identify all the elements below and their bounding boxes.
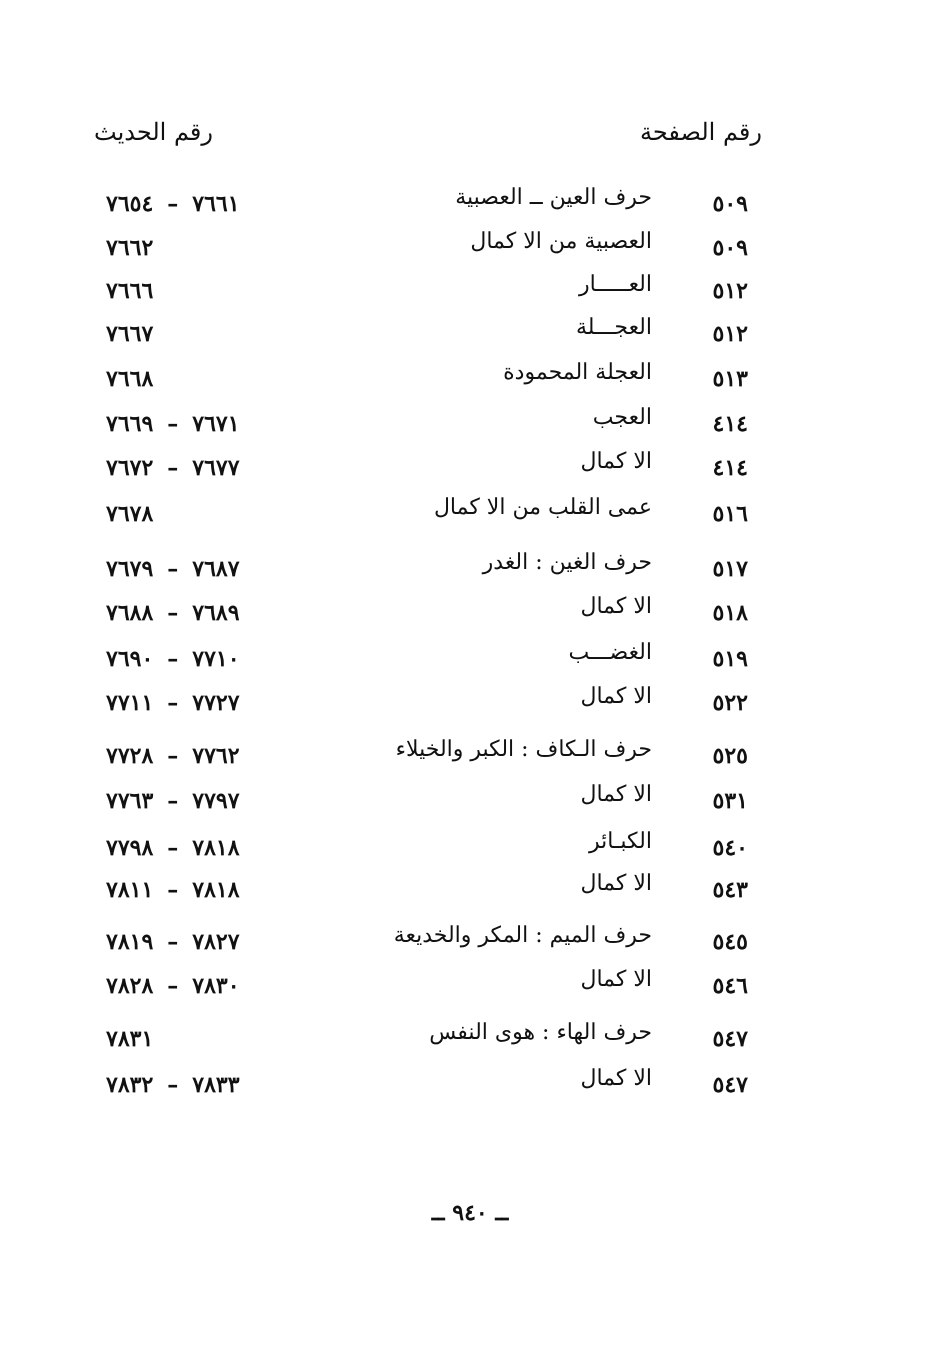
row-hadith-range [106,321,153,347]
range-dash: – [167,835,179,861]
row-hadith-range [106,600,240,626]
row-topic-title: الا كمال [580,967,652,992]
hadith-number-column-header: رقم الحديث [94,118,213,146]
row-page-number: ٥٢٢ [712,690,748,716]
index-row [0,737,940,777]
row-topic-title: العجـــلة [575,315,652,340]
row-topic-title: العـــــار [579,272,652,297]
hadith-range-start: ٧٦٧٢ [106,455,154,481]
row-topic-title: حرف الهاء : هوى النفس [429,1020,652,1045]
row-topic-title: الا كمال [580,1066,652,1091]
index-row [0,923,940,963]
hadith-single-number: ٧٨٣١ [106,1026,154,1052]
hadith-single-number: ٧٦٦٦ [106,278,154,304]
hadith-single-number: ٧٦٦٨ [106,366,154,392]
row-topic-title: حرف الغين : الغدر [482,550,652,575]
row-page-number: ٥١٢ [712,321,748,347]
range-dash: – [167,556,179,582]
hadith-range-end: ٧٦٧٧ [192,455,240,481]
row-hadith-range [106,501,153,527]
hadith-range-start: ٧٧٦٣ [106,788,154,814]
hadith-range-end: ٧٦٧١ [192,411,240,437]
row-hadith-range [106,788,240,814]
index-row [0,1020,940,1060]
row-page-number: ٥٤٥ [712,929,748,955]
hadith-range-start: ٧٨٢٨ [106,973,154,999]
hadith-range-end: ٧٦٨٧ [192,556,240,582]
index-row [0,550,940,590]
hadith-single-number: ٧٦٧٨ [106,501,154,527]
row-topic-title: الغضـــب [568,640,652,665]
row-page-number: ٥٢٥ [712,743,748,769]
range-dash: – [167,743,179,769]
index-row [0,360,940,400]
row-page-number: ٥١٩ [712,646,748,672]
hadith-range-end: ٧٧١٠ [192,646,240,672]
index-row [0,782,940,822]
row-page-number: ٥٠٩ [712,235,748,261]
row-topic-title: الكبـائر [588,829,652,854]
row-page-number: ٥٤٧ [712,1026,748,1052]
row-hadith-range [106,1072,240,1098]
range-dash: – [167,600,179,626]
row-page-number: ٥٠٩ [712,191,748,217]
range-dash: – [167,788,179,814]
row-page-number: ٥٤٠ [712,835,748,861]
row-page-number: ٥٤٧ [712,1072,748,1098]
row-hadith-range [106,411,240,437]
row-hadith-range [106,646,240,672]
hadith-range-end: ٧٧٩٧ [192,788,240,814]
hadith-range-end: ٧٨٣٠ [192,973,240,999]
hadith-range-end: ٧٦٨٩ [192,600,240,626]
page-footer-number: ــ ٩٤٠ ــ [431,1200,509,1226]
row-page-number: ٥١٨ [712,600,748,626]
range-dash: – [167,1072,179,1098]
hadith-single-number: ٧٦٦٧ [106,321,154,347]
index-row [0,967,940,1007]
row-page-number: ٥١٣ [712,366,748,392]
row-topic-title: الا كمال [580,782,652,807]
row-topic-title: الا كمال [580,871,652,896]
index-row [0,495,940,535]
index-row [0,185,940,225]
range-dash: – [167,191,179,217]
hadith-range-end: ٧٨٣٣ [192,1072,240,1098]
page-number-column-header: رقم الصفحة [640,118,762,146]
row-page-number: ٥١٦ [712,501,748,527]
row-hadith-range [106,366,153,392]
index-row [0,594,940,634]
row-topic-title: حرف الميم : المكر والخديعة [393,923,652,948]
range-dash: – [167,929,179,955]
hadith-range-start: ٧٧١١ [106,690,154,716]
row-hadith-range [106,455,240,481]
range-dash: – [167,455,179,481]
hadith-range-start: ٧٧٢٨ [106,743,154,769]
hadith-range-end: ٧٨١٨ [192,835,240,861]
range-dash: – [167,973,179,999]
row-topic-title: حرف العين ــ العصبية [455,185,652,210]
index-row [0,829,940,869]
row-hadith-range [106,191,240,217]
row-hadith-range [106,835,240,861]
hadith-range-end: ٧٦٦١ [192,191,240,217]
row-hadith-range [106,690,240,716]
index-row [0,315,940,355]
hadith-range-start: ٧٨١١ [106,877,154,903]
index-row [0,272,940,312]
index-row [0,405,940,445]
row-page-number: ٥٣١ [712,788,748,814]
index-row [0,229,940,269]
row-topic-title: الا كمال [580,594,652,619]
row-topic-title: عمى القلب من الا كمال [433,495,652,520]
row-topic-title: العجلة المحمودة [503,360,652,385]
index-row [0,684,940,724]
hadith-range-start: ٧٦٩٠ [106,646,154,672]
row-page-number: ٥٤٦ [712,973,748,999]
row-page-number: ٥١٧ [712,556,748,582]
hadith-range-end: ٧٧٦٢ [192,743,240,769]
row-topic-title: الا كمال [580,449,652,474]
row-topic-title: الا كمال [580,684,652,709]
row-topic-title: حرف الـكاف : الكبر والخيلاء [395,737,652,762]
hadith-range-start: ٧٨٣٢ [106,1072,154,1098]
index-row [0,871,940,911]
range-dash: – [167,690,179,716]
row-hadith-range [106,235,153,261]
hadith-range-start: ٧٦٦٩ [106,411,154,437]
row-hadith-range [106,278,153,304]
row-hadith-range [106,1026,153,1052]
range-dash: – [167,411,179,437]
row-page-number: ٥٤٣ [712,877,748,903]
row-topic-title: العجب [592,405,652,430]
hadith-range-start: ٧٦٨٨ [106,600,154,626]
row-hadith-range [106,877,240,903]
row-page-number: ٤١٤ [712,411,748,437]
hadith-range-end: ٧٨٢٧ [192,929,240,955]
index-row [0,640,940,680]
index-row [0,449,940,489]
hadith-range-start: ٧٨١٩ [106,929,154,955]
row-hadith-range [106,929,240,955]
hadith-range-start: ٧٧٩٨ [106,835,154,861]
range-dash: – [167,877,179,903]
row-page-number: ٤١٤ [712,455,748,481]
range-dash: – [167,646,179,672]
row-hadith-range [106,743,240,769]
index-row [0,1066,940,1106]
hadith-range-start: ٧٦٥٤ [106,191,154,217]
row-hadith-range [106,556,240,582]
row-hadith-range [106,973,240,999]
row-page-number: ٥١٢ [712,278,748,304]
row-topic-title: العصبية من الا كمال [470,229,652,254]
hadith-range-end: ٧٨١٨ [192,877,240,903]
hadith-range-end: ٧٧٢٧ [192,690,240,716]
hadith-single-number: ٧٦٦٢ [106,235,154,261]
hadith-range-start: ٧٦٧٩ [106,556,154,582]
